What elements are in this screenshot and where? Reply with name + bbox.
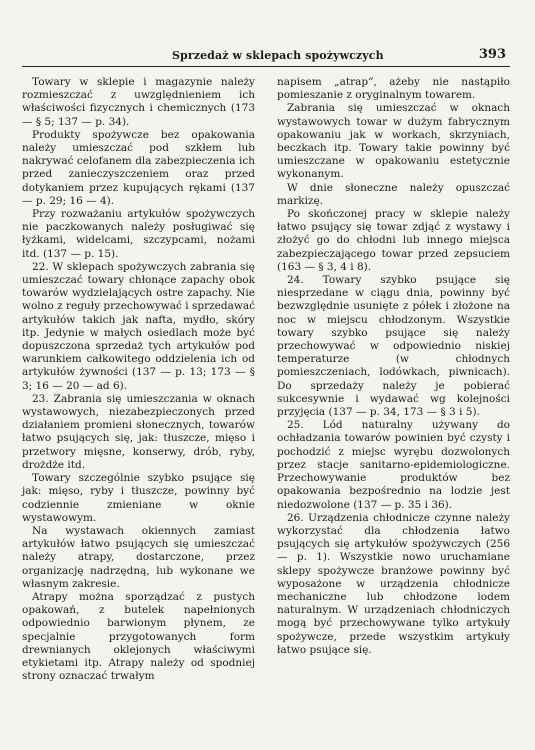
paragraph: Przy rozważaniu artykułów spożywczych nie paczkowanych należy posługiwać się łyżkami, widelcami, szczypcami, nożami itd. (137 — p. 15). xyxy=(22,208,255,260)
running-title: Sprzedaż w sklepach spożywczych xyxy=(172,49,384,62)
paragraph: Na wystawach okiennych zamiast artykułów łatwo psujących się umieszczać należy atrapy, dostarczone, przez organizację nadrzędną, lub wykonane we własnym zakresie. xyxy=(22,524,255,590)
paragraph: Atrapy można sporządzać z pustych opakowań, z butelek napełnionych odpowiednio barwionym płynem, ze specjalnie przygotowanych form drewnianych oklejonych właściwymi etykietami itp. Atrapy należy od spodniej strony oznaczać trwałym xyxy=(22,590,255,683)
paragraph: 24. Towary szybko psujące się niesprzedane w ciągu dnia, powinny być bezwzględnie usunięte z półek i złożone na noc w miejscu chłodzonym. Wszystkie towary szybko psujące się należy przechowywać w odpowiednio niskiej temperaturze (w chłodnych pomieszczeniach, lodówkach, piwnicach). Do sprzedaży należy je pobierać sukcesywnie i wydawać wg kolejności przyjęcia (137 — p. 34, 173 — § 3 i 5). xyxy=(277,274,510,419)
paragraph: W dnie słoneczne należy opuszczać markizę. xyxy=(277,181,510,207)
paragraph: 22. W sklepach spożywczych zabrania się umieszczać towary chłonące zapachy obok towarów wydzielających ostre zapachy. Nie wolno z reguły przechowywać i sprzedawać artykułów takich jak nafta, mydło, skóry itp. Jedynie w małych osiedlach może być dopuszczona sprzedaż tych artykułów pod warunkiem całkowitego oddzielenia ich od artykułów żywności (137 — p. 13; 173 — § 3; 16 — 20 — ad 6). xyxy=(22,260,255,392)
paragraph: Produkty spożywcze bez opakowania należy umieszczać pod szkłem lub nakrywać celofanem dla zabezpieczenia ich przed zanieczyszczeniem oraz przed dotykaniem przez kupujących rękami (137 — p. 29; 16 — 4). xyxy=(22,128,255,207)
paragraph: Towary w sklepie i magazynie należy rozmieszczać z uwzględnieniem ich właściwości fizycznych i chemicznych (173 — § 5; 137 — p. 34). xyxy=(22,76,255,128)
paragraph: Towary szczególnie szybko psujące się jak: mięso, ryby i tłuszcze, powinny być codziennie zmieniane w oknie wystawowym. xyxy=(22,472,255,524)
left-column xyxy=(22,76,255,683)
paragraph: 23. Zabrania się umieszczania w oknach wystawowych, niezabezpieczonych przed działaniem promieni słonecznych, towarów łatwo psujących się, jak: tłuszcze, mięso i przetwory mięsne, konserwy, drób, ryby, drożdże itd. xyxy=(22,392,255,471)
page-number: 393 xyxy=(478,47,506,62)
paragraph: 25. Lód naturalny używany do ochładzania towarów powinien być czysty i pochodzić z miejsc wyrębu dozwolonych przez stacje sanitarno-epidemiologiczne. Przechowywanie produktów bez opakowania bezpośrednio na lodzie jest niedozwolone (137 — p. 35 i 36). xyxy=(277,419,510,511)
paragraph: Zabrania się umieszczać w oknach wystawowych towar w dużym fabrycznym opakowaniu jak w workach, skrzyniach, beczkach itp. Towary takie powinny być umieszczane w opakowaniu estetycznie wykonanym. xyxy=(277,102,510,181)
paragraph: 26. Urządzenia chłodnicze czynne należy wykorzystać dla chłodzenia łatwo psujących się artykułów spożywczych (256 — p. 1). Wszystkie nowo uruchamiane sklepy spożywcze branżowe powinny być wyposażone w urządzenia chłodnicze mechaniczne lub chłodzone lodem naturalnym. W urządzeniach chłodniczych mogą być przechowywane tylko artykuły spożywcze, przede wszystkim artykuły łatwo psujące się. xyxy=(277,511,510,656)
paragraph: napisem „atrap”, ażeby nie nastąpiło pomieszanie z oryginalnym towarem. xyxy=(277,76,510,102)
page-header xyxy=(22,44,510,67)
paragraph: Po skończonej pracy w sklepie należy łatwo psujący się towar zdjąć z wystawy i złożyć go do chłodni lub innego miejsca zabezpieczającego towar przed zepsuciem (163 — § 3, 4 i 8). xyxy=(277,208,510,273)
right-column xyxy=(277,76,510,657)
